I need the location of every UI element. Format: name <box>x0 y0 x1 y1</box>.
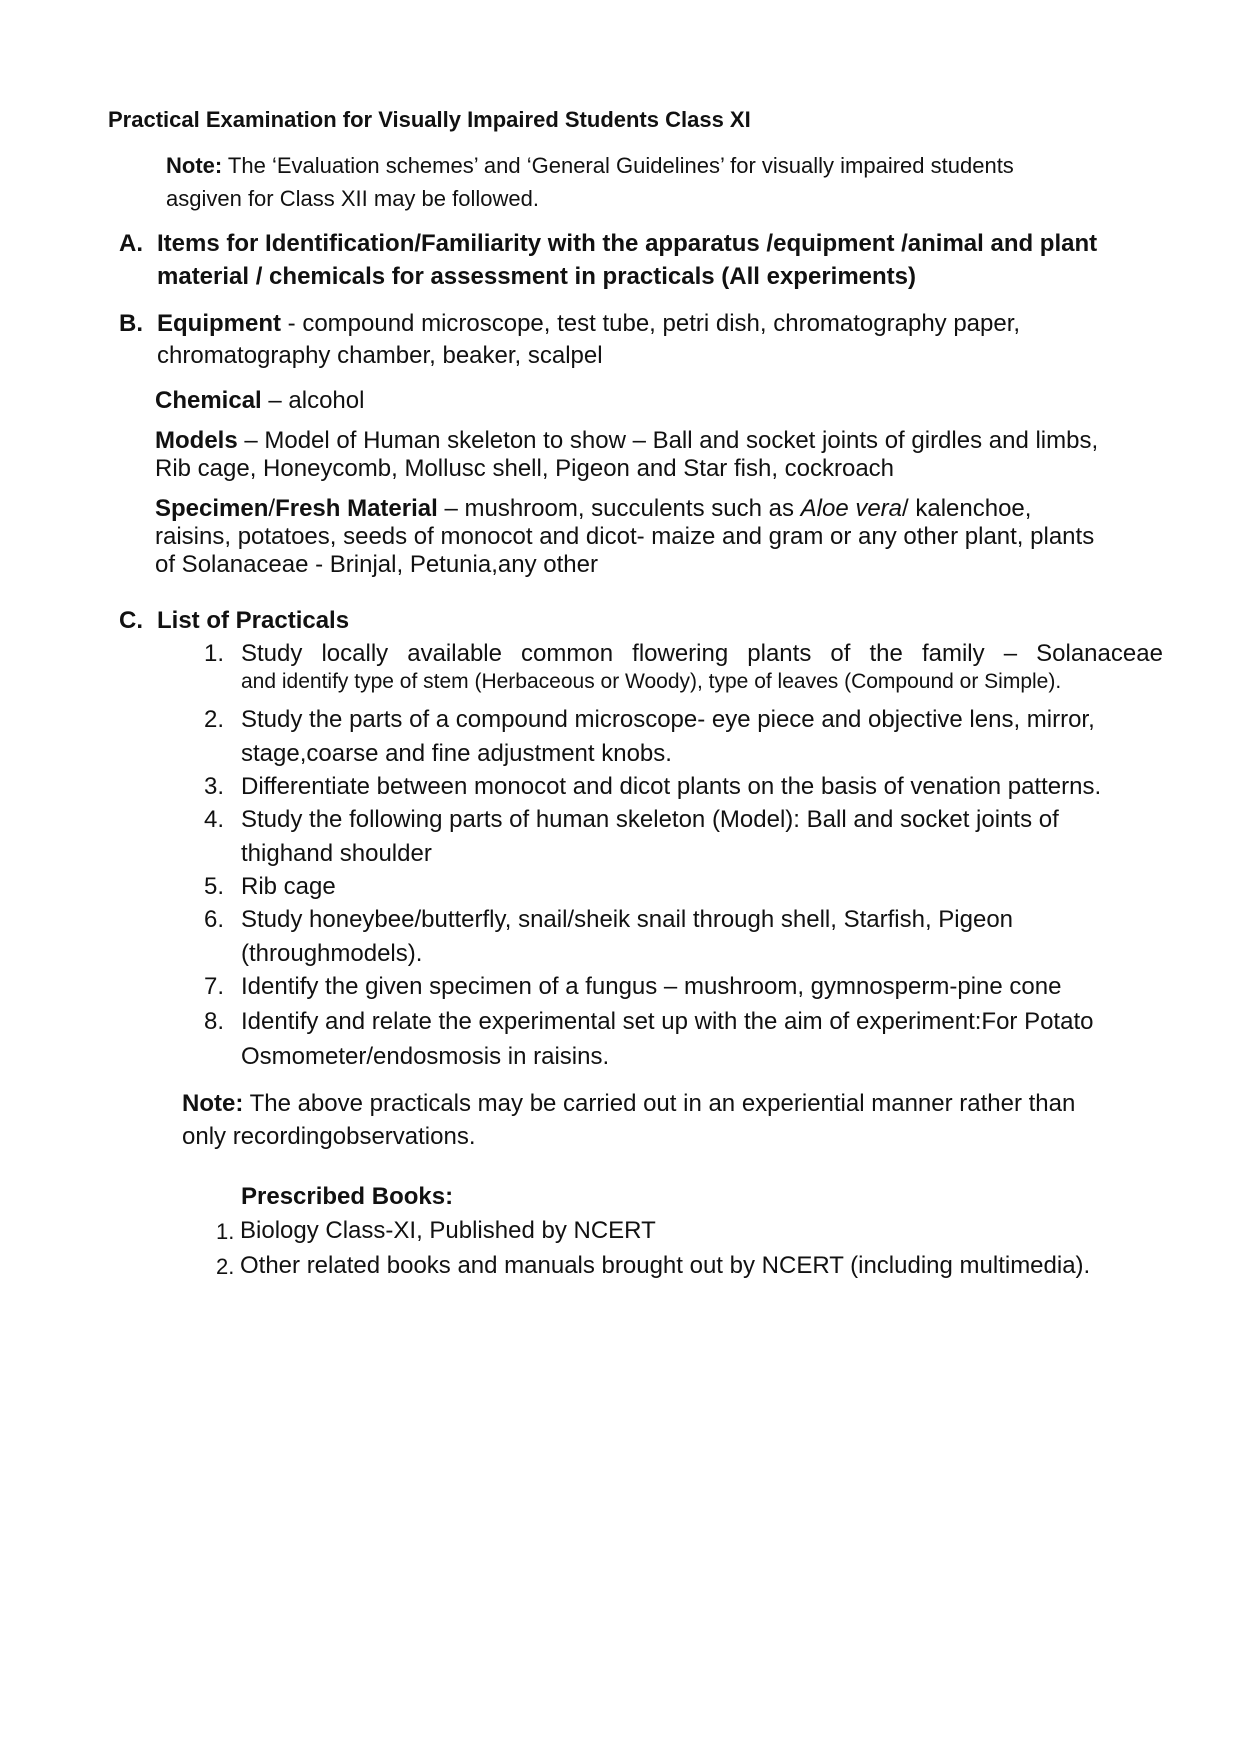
note-line-2: asgiven for Class XII may be followed. <box>166 186 539 211</box>
models-label: Models <box>155 427 238 454</box>
list-item-number: 4. <box>204 806 225 833</box>
list-item-number: 3. <box>204 773 225 800</box>
book-number: 2. <box>216 1254 235 1279</box>
prescribed-books-heading: Prescribed Books: <box>241 1183 454 1210</box>
list-item-6-line-2: (throughmodels). <box>241 940 423 967</box>
section-b-letter: B. <box>119 310 143 337</box>
list-item-number: 5. <box>204 873 225 900</box>
list-item-5-line-1: Rib cage <box>241 873 336 900</box>
equipment-line-1: Equipment - compound microscope, test tube, petri dish, chromatography paper, <box>157 310 1021 337</box>
list-item-6-line-1: Study honeybee/butterfly, snail/sheik snail through shell, Starfish, Pigeon <box>241 906 1014 933</box>
specimen-line-1: Specimen/Fresh Material – mushroom, succulents such as Aloe vera/ kalenchoe, <box>155 495 1032 522</box>
note-2-line-1: Note: The above practicals may be carried out in an experiential manner rather than <box>182 1090 1076 1117</box>
list-item-number: 2. <box>204 706 225 733</box>
list-item-8-line-1: Identify and relate the experimental set up with the aim of experiment:For Potato <box>241 1008 1094 1035</box>
chemical-line: Chemical – alcohol <box>155 387 365 414</box>
list-item-number: 1. <box>204 640 225 667</box>
list-item-number: 6. <box>204 906 225 933</box>
section-a-line-1: Items for Identification/Familiarity with the apparatus /equipment /animal and plant <box>157 230 1098 257</box>
list-item-number: 8. <box>204 1008 225 1035</box>
list-item-8-line-2: Osmometer/endosmosis in raisins. <box>241 1043 610 1070</box>
note-2-line-2: only recordingobservations. <box>182 1123 476 1150</box>
list-item-4-line-2: thighand shoulder <box>241 840 432 867</box>
models-line-1: Models – Model of Human skeleton to show – Ball and socket joints of girdles and limbs, <box>155 427 1099 454</box>
equipment-line-2: chromatography chamber, beaker, scalpel <box>157 342 603 369</box>
section-a-letter: A. <box>119 230 143 257</box>
list-item-1-line-1: Study locally available common flowering plants of the family – Solanaceae <box>241 640 1163 667</box>
list-item-4-line-1: Study the following parts of human skeleton (Model): Ball and socket joints of <box>241 806 1059 833</box>
list-item-3-line-1: Differentiate between monocot and dicot plants on the basis of venation patterns. <box>241 773 1102 800</box>
note-line-1: Note: The ‘Evaluation schemes’ and ‘General Guidelines’ for visually impaired students <box>166 153 1014 178</box>
list-item-number: 7. <box>204 973 225 1000</box>
list-item-7-line-1: Identify the given specimen of a fungus – mushroom, gymnosperm-pine cone <box>241 973 1062 1000</box>
models-line-2: Rib cage, Honeycomb, Mollusc shell, Pigeon and Star fish, cockroach <box>155 455 895 482</box>
section-c-heading: List of Practicals <box>157 607 350 634</box>
list-item-2-line-2: stage,coarse and fine adjustment knobs. <box>241 740 672 767</box>
specimen-line-3: of Solanaceae - Brinjal, Petunia,any other <box>155 551 598 578</box>
aloe-vera-text: Aloe vera <box>800 495 903 522</box>
section-c-letter: C. <box>119 607 143 634</box>
list-item-2-line-1: Study the parts of a compound microscope- eye piece and objective lens, mirror, <box>241 706 1095 733</box>
specimen-line-2: raisins, potatoes, seeds of monocot and dicot- maize and gram or any other plant, plants <box>155 523 1095 550</box>
chemical-label: Chemical <box>155 387 262 414</box>
list-item-1-line-2: and identify type of stem (Herbaceous or Woody), type of leaves (Compound or Simple). <box>241 670 1062 693</box>
book-item-1: Biology Class-XI, Published by NCERT <box>240 1217 656 1244</box>
page-title: Practical Examination for Visually Impaired Students Class XI <box>108 107 751 132</box>
equipment-label: Equipment <box>157 310 281 337</box>
section-a-line-2: material / chemicals for assessment in practicals (All experiments) <box>157 263 916 290</box>
note-2-label: Note: <box>182 1090 244 1117</box>
book-item-2: Other related books and manuals brought out by NCERT (including multimedia). <box>240 1252 1091 1279</box>
specimen-label: Specimen <box>155 495 269 522</box>
book-number: 1. <box>216 1219 235 1244</box>
note-label: Note: <box>166 153 223 178</box>
